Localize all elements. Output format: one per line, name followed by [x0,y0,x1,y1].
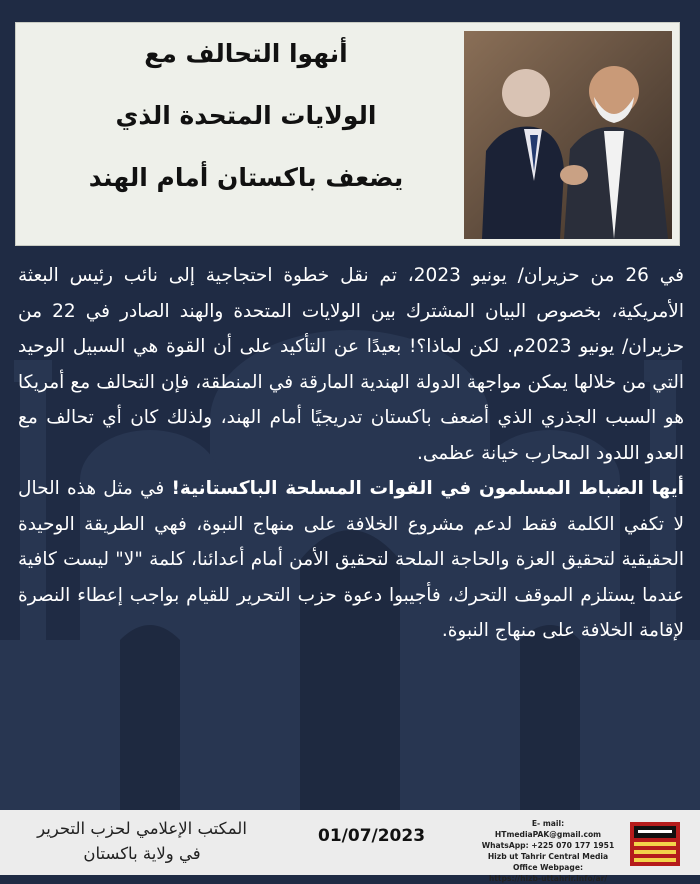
release-date: 01/07/2023 [318,826,426,846]
paragraph-1: في 26 من حزيران/ يونيو 2023، تم نقل خطوة احتجاجية إلى نائب رئيس البعثة الأمريكية، بخصوص البيان المشترك بين الولايات المتحدة والهند الصادر في 22 من حزيران/ يونيو 2023م. لكن لماذا؟! بعيدًا عن التأكيد على أن القوة هي السبيل الوحيد التي من خلالها يمكن مواجهة الدولة الهندية المارقة في المنطقة، فإن التحالف مع أمريكا هو السبب الجذري الذي أضعف باكستان تدريجيًا أمام الهند، ولذلك كان أي تحالف مع العدو اللدود المحارب خيانة عظمى. [18,265,685,464]
webpage-url[interactable]: https://hizb-uttahrir.info/ar/ [488,874,608,883]
hizb-logo-icon [624,818,686,870]
org-line-2: في ولاية باكستان [83,844,201,863]
header-panel [15,22,680,246]
webpage-label: Hizb ut Tahrir Central Media Office Webpage: [487,852,609,872]
media-office-name [22,816,262,866]
email[interactable]: E- mail: HTmediaPAK@gmail.com [494,819,602,839]
headline-line-1: أنهوا التحالف مع [144,39,348,68]
headline-line-3: يضعف باكستان أمام الهند [88,163,404,192]
paragraph-2 [18,471,684,649]
headline [36,41,456,227]
paragraph-2-emphasis: أيها الضباط المسلمون في القوات المسلحة الباكستانية! [171,478,684,499]
org-line-1: المكتب الإعلامي لحزب التحرير [37,819,247,838]
whatsapp[interactable]: WhatsApp: +225 070 177 1951 [481,841,615,850]
article-body [18,258,684,649]
leaders-photo [464,31,672,239]
footer [0,810,700,883]
contact-info [478,818,618,884]
paragraph-2-rest: في مثل هذه الحال لا تكفي الكلمة فقط لدعم مشروع الخلافة على منهاج النبوة، فهي الطريقة الوحيدة الحقيقية لتحقيق العزة والحاجة الملحة لتحقيق الأمن أمام أعدائنا، كلمة "لا" ليست كافية عندما يستلزم الموقف التحرك، فأجيبوا دعوة حزب التحرير للقيام بواجب إعطاء النصرة لإقامة الخلافة على منهاج النبوة. [18,478,684,641]
headline-line-2: الولايات المتحدة الذي [115,101,377,130]
